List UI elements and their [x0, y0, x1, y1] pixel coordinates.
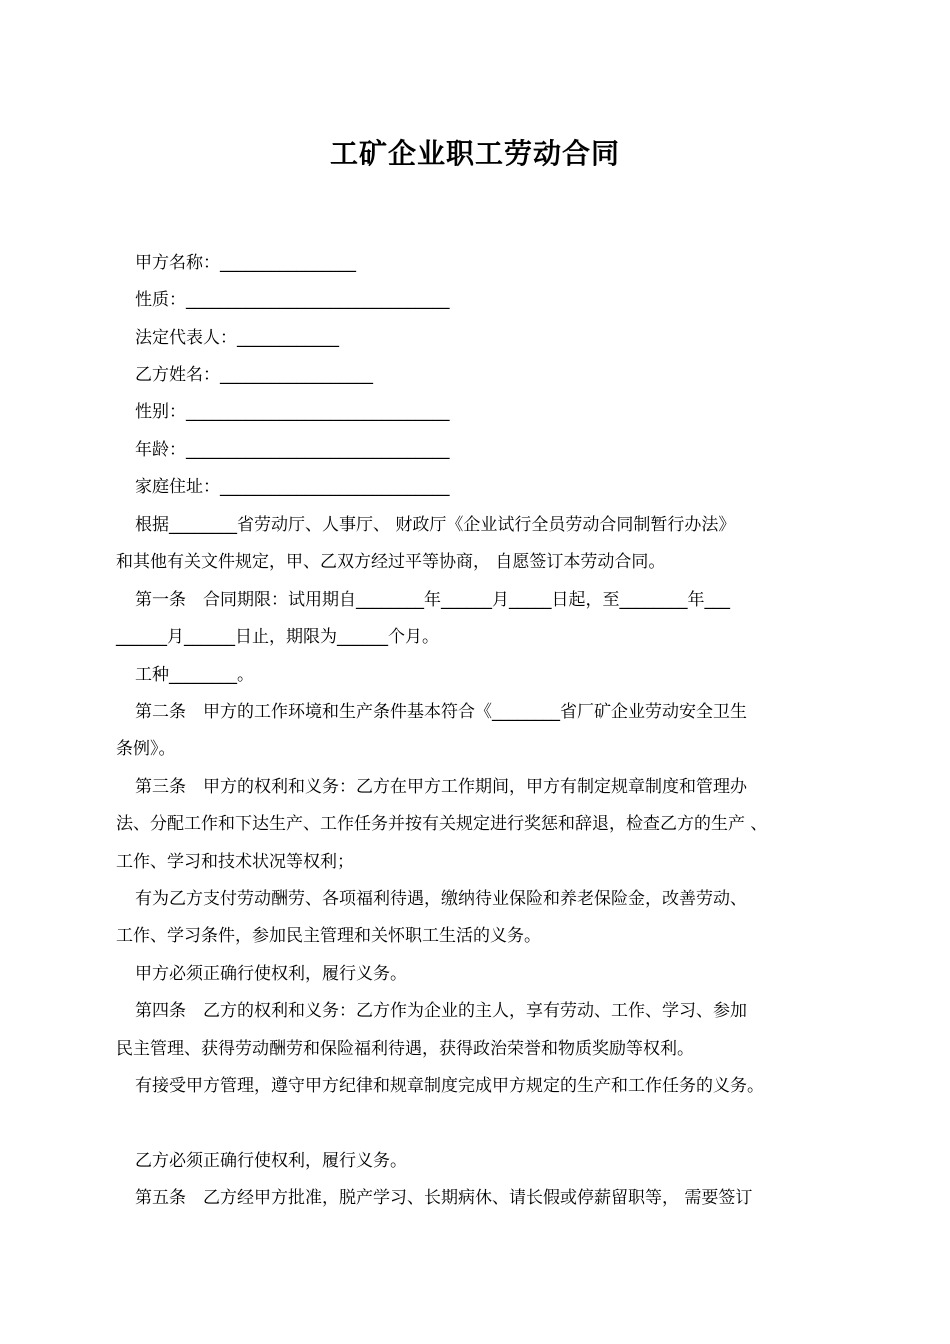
- preamble-line-2: 和其他有关文件规定，甲、乙双方经过平等协商， 自愿签订本劳动合同。: [116, 552, 666, 572]
- article-4-closing-line: 乙方必须正确行使权利，履行义务。: [135, 1151, 407, 1171]
- article-4-line-2: 民主管理、获得劳动酬劳和保险福利待遇，获得政治荣誉和物质奖励等权利。: [116, 1039, 694, 1059]
- article-3-closing-line: 甲方必须正确行使权利，履行义务。: [135, 964, 407, 984]
- article-5-line-1: 第五条 乙方经甲方批准，脱产学习、长期病休、请长假或停薪留职等， 需要签订: [135, 1188, 753, 1208]
- gender-line: 性别：_______________________________: [135, 402, 450, 422]
- article-3-duties-line-2: 工作、学习条件，参加民主管理和关怀职工生活的义务。: [116, 926, 541, 946]
- article-3-line-1: 第三条 甲方的权利和义务：乙方在甲方工作期间，甲方有制定规章制度和管理办: [135, 777, 747, 797]
- party-b-name-line: 乙方姓名：__________________: [135, 365, 373, 385]
- article-4-line-1: 第四条 乙方的权利和义务：乙方作为企业的主人，享有劳动、工作、学习、参加: [135, 1001, 747, 1021]
- article-3-duties-line-1: 有为乙方支付劳动酬劳、各项福利待遇，缴纳待业保险和养老保险金，改善劳动、: [135, 889, 747, 909]
- article-1-line-1: 第一条 合同期限：试用期自________年______月_____日起，至________年___: [135, 590, 730, 610]
- party-a-name-line: 甲方名称：________________: [135, 253, 356, 273]
- nature-line: 性质：_______________________________: [135, 290, 450, 310]
- article-2-line-2: 条例》。: [116, 739, 176, 759]
- age-line: 年龄：_______________________________: [135, 440, 450, 460]
- article-1-line-2: ______月______日止，期限为______个月。: [116, 627, 439, 647]
- article-2-line-1: 第二条 甲方的工作环境和生产条件基本符合《________省厂矿企业劳动安全卫生: [135, 702, 747, 722]
- home-address-line: 家庭住址：___________________________: [135, 477, 450, 497]
- preamble-line-1: 根据________省劳动厅、人事厅、 财政厅《企业试行全员劳动合同制暂行办法》: [135, 515, 736, 535]
- article-4-duties-line: 有接受甲方管理，遵守甲方纪律和规章制度完成甲方规定的生产和工作任务的义务。: [135, 1076, 764, 1096]
- article-3-line-2: 法、分配工作和下达生产、工作任务并按有关规定进行奖惩和辞退，检查乙方的生产 、: [116, 814, 768, 834]
- job-type-line: 工种________。: [135, 665, 254, 685]
- document-title: 工矿企业职工劳动合同: [329, 137, 620, 170]
- legal-representative-line: 法定代表人：____________: [135, 328, 339, 348]
- article-3-line-3: 工作、学习和技术状况等权利；: [116, 852, 354, 872]
